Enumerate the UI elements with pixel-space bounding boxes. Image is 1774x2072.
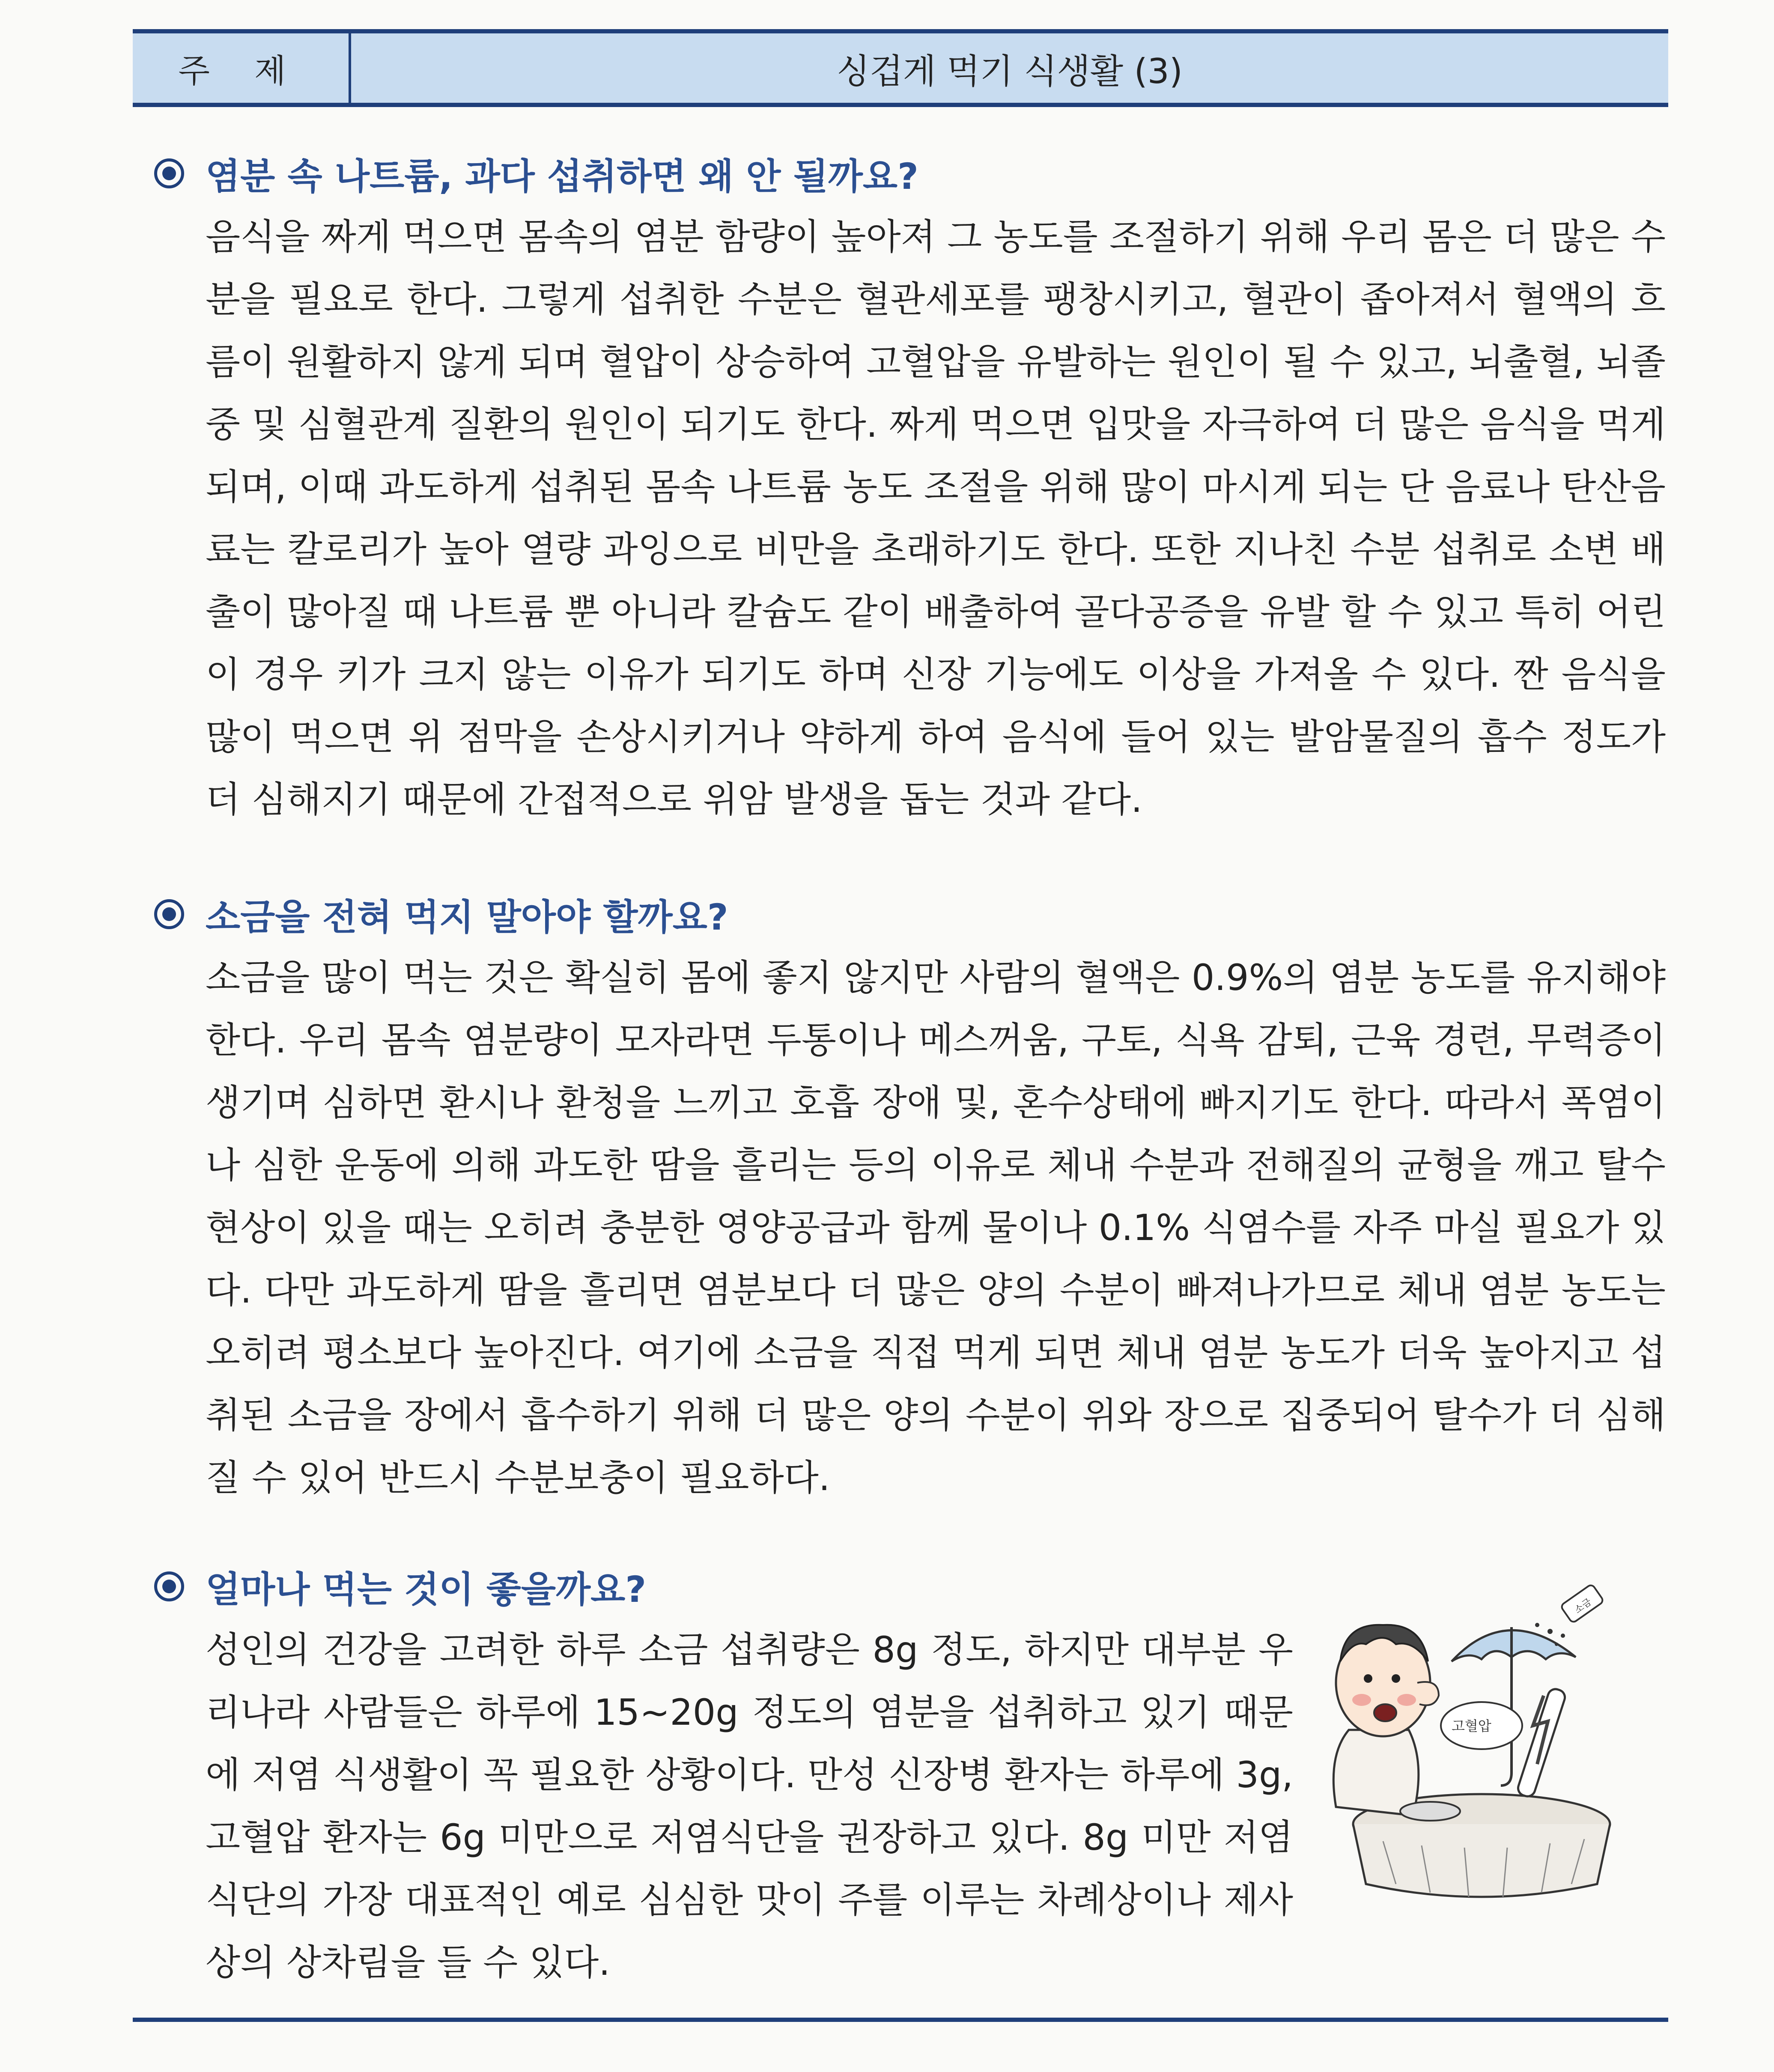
- section-body: 소금을 많이 먹는 것은 확실히 몸에 좋지 않지만 사람의 혈액은 0.9%의 염분 농도를 유지해야 한다. 우리 몸속 염분량이 모자라면 두통이나 메스꺼움, 구토, 식욕 감퇴, 근육 경련, 무력증이 생기며 심하면 환시나 환청을 느끼고 호흡 장애 및, 혼수상태에 빠지기도 한다. 따라서 폭염이나 심한 운동에 의해 과도한 땀을 흘리는 등의 이유로 체내 수분과 전해질의 균형을 깨고 탈수 현상이 있을 때는 오히려 충분한 영양공급과 함께 물이나 0.1% 식염수를 자주 마실 필요가 있다. 다만 과도하게 땀을 흘리면 염분보다 더 많은 양의 수분이 빠져나가므로 체내 염분 농도는 오히려 평소보다 높아진다. 여기에 소금을 직접 먹게 되면 체내 염분 농도가 더욱 높아지고 섭취된 소금을 장에서 흡수하기 위해 더 많은 양의 수분이 위와 장으로 집중되어 탈수가 더 심해질 수 있어 반드시 수분보충이 필요하다.: [206, 957, 1666, 1499]
- section-heading-text: 얼마나 먹는 것이 좋을까요?: [206, 1568, 647, 1610]
- topic-header: [133, 29, 1668, 107]
- topic-label: 주 제: [133, 33, 351, 103]
- salt-label: 소금: [1572, 1596, 1594, 1616]
- circle-bullet-icon: [154, 158, 184, 188]
- section-body: 성인의 건강을 고려한 하루 소금 섭취량은 8g 정도, 하지만 대부분 우리나라 사람들은 하루에 15~20g 정도의 염분을 섭취하고 있기 때문에 저염 식생활이 꼭 필요한 상황이다. 만성 신장병 환자는 하루에 3g, 고혈압 환자는 6g 미만으로 저염식단을 권장하고 있다. 8g 미만 저염 식단의 가장 대표적인 예로 심심한 맛이 주를 이루는 차례상이나 제사상의 상차림을 들 수 있다.: [206, 1629, 1293, 1983]
- hypertension-cartoon-illustration: [1310, 1584, 1636, 1918]
- thermometer-icon: [1441, 1687, 1567, 1798]
- dish-icon: [1400, 1802, 1460, 1821]
- section-body: 음식을 짜게 먹으면 몸속의 염분 함량이 높아져 그 농도를 조절하기 위해 우리 몸은 더 많은 수분을 필요로 한다. 그렇게 섭취한 수분은 혈관세포를 팽창시키고, 혈관이 좁아져서 혈액의 흐름이 원활하지 않게 되며 혈압이 상승하여 고혈압을 유발하는 원인이 될 수 있고, 뇌출혈, 뇌졸중 및 심혈관계 질환의 원인이 되기도 한다. 짜게 먹으면 입맛을 자극하여 더 많은 음식을 먹게 되며, 이때 과도하게 섭취된 몸속 나트륨 농도 조절을 위해 많이 마시게 되는 단 음료나 탄산음료는 칼로리가 높아 열량 과잉으로 비만을 초래하기도 한다. 또한 지나친 수분 섭취로 소변 배출이 많아질 때 나트륨 뿐 아니라 칼슘도 같이 배출하여 골다공증을 유발 할 수 있고 특히 어린이 경우 키가 크지 않는 이유가 되기도 하며 신장 기능에도 이상을 가져올 수 있다. 짠 음식을 많이 먹으면 위 점막을 손상시키거나 약하게 하여 음식에 들어 있는 발암물질의 흡수 정도가 더 심해지기 때문에 간접적으로 위암 발생을 돕는 것과 같다.: [206, 216, 1666, 820]
- section-heading-text: 염분 속 나트륨, 과다 섭취하면 왜 안 될까요?: [206, 155, 918, 197]
- page-title: 싱겁게 먹기 식생활 (3): [837, 51, 1183, 91]
- circle-bullet-icon: [154, 1571, 184, 1601]
- section-salt-necessity: [154, 882, 1666, 1509]
- section-sodium-overdose: [154, 141, 1666, 831]
- man-figure-icon: [1333, 1625, 1439, 1816]
- section-heading: [154, 882, 1666, 946]
- circle-bullet-icon: [154, 899, 184, 929]
- thermometer-label: 고혈압: [1452, 1718, 1491, 1734]
- section-heading-text: 소금을 전혀 먹지 말아야 할까요?: [206, 896, 728, 938]
- footer-divider: [133, 2018, 1668, 2022]
- section-heading: [154, 141, 1666, 206]
